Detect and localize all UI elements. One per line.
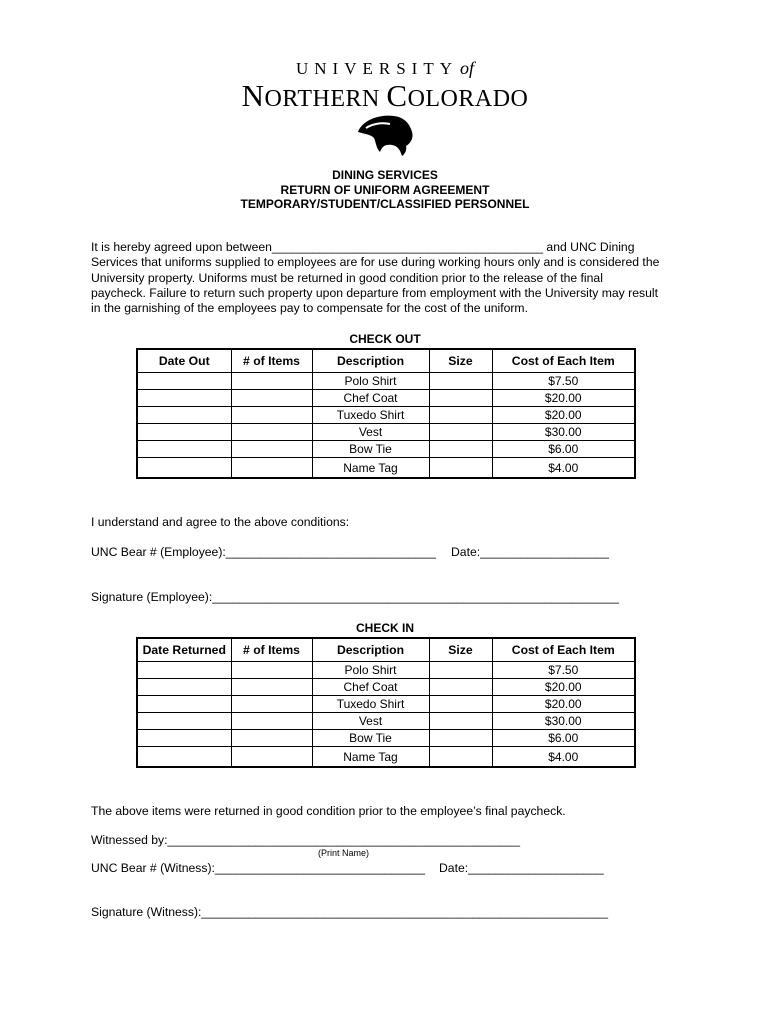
size-cell[interactable] bbox=[429, 679, 492, 696]
agreement-line: Services that uniforms supplied to employees are for use during working hours only and is considered the bbox=[91, 255, 660, 270]
table-row bbox=[137, 407, 635, 424]
witness-bear-number-field[interactable]: UNC Bear # (Witness):_______________________________ bbox=[91, 861, 426, 875]
agreement-line: University property. Uniforms must be returned in good condition prior to the release of the final bbox=[91, 270, 603, 285]
date-out-cell[interactable] bbox=[137, 390, 231, 407]
date-out-cell[interactable] bbox=[137, 458, 231, 479]
date-out-cell[interactable] bbox=[137, 441, 231, 458]
size-cell[interactable] bbox=[429, 407, 492, 424]
returned-statement: The above items were returned in good condition prior to the employee’s final paycheck. bbox=[91, 804, 566, 818]
table-row bbox=[137, 390, 635, 407]
cost-cell: $20.00 bbox=[492, 390, 635, 407]
num-items-cell[interactable] bbox=[231, 424, 312, 441]
header-date-out: Date Out bbox=[137, 349, 231, 373]
num-items-cell[interactable] bbox=[231, 730, 312, 747]
witnessed-by-field[interactable]: Witnessed by:____________________________________________________ bbox=[91, 833, 521, 847]
size-cell[interactable] bbox=[429, 696, 492, 713]
logo-c-cap: C bbox=[386, 78, 408, 113]
date-returned-cell[interactable] bbox=[137, 679, 231, 696]
num-items-cell[interactable] bbox=[231, 713, 312, 730]
title-personnel: TEMPORARY/STUDENT/CLASSIFIED PERSONNEL bbox=[240, 197, 530, 211]
num-items-cell[interactable] bbox=[231, 679, 312, 696]
header-date-returned: Date Returned bbox=[137, 638, 231, 662]
table-row bbox=[137, 713, 635, 730]
description-cell: Bow Tie bbox=[312, 730, 429, 747]
num-items-cell[interactable] bbox=[231, 390, 312, 407]
size-cell[interactable] bbox=[429, 713, 492, 730]
agreement-line: in the garnishing of the employees pay to compensate for the cost of the uniform. bbox=[91, 301, 528, 316]
bear-logo-icon bbox=[352, 112, 416, 158]
date-returned-cell[interactable] bbox=[137, 696, 231, 713]
check-in-title: CHECK IN bbox=[355, 621, 414, 635]
cost-cell: $20.00 bbox=[492, 679, 635, 696]
size-cell[interactable] bbox=[429, 390, 492, 407]
size-cell[interactable] bbox=[429, 747, 492, 768]
description-cell: Vest bbox=[312, 424, 429, 441]
header-num-items: # of Items bbox=[231, 349, 312, 373]
table-row bbox=[137, 730, 635, 747]
table-row bbox=[137, 696, 635, 713]
agreement-line: paycheck. Failure to return such property upon departure from employment with the University may result bbox=[91, 285, 658, 300]
num-items-cell[interactable] bbox=[231, 696, 312, 713]
logo-northern-rest: ORTHERN bbox=[264, 86, 387, 112]
cost-cell: $20.00 bbox=[492, 696, 635, 713]
logo-colorado-rest: OLORADO bbox=[407, 86, 529, 112]
header-description: Description bbox=[312, 349, 429, 373]
logo-n-cap: N bbox=[241, 78, 265, 113]
employee-signature-field[interactable]: Signature (Employee):____________________________________________________________ bbox=[91, 590, 619, 604]
employee-bear-number-field[interactable]: UNC Bear # (Employee):_______________________________ bbox=[91, 545, 436, 559]
table-row bbox=[137, 424, 635, 441]
description-cell: Polo Shirt bbox=[312, 662, 429, 679]
header-cost: Cost of Each Item bbox=[492, 349, 635, 373]
description-cell: Bow Tie bbox=[312, 441, 429, 458]
understand-statement: I understand and agree to the above conditions: bbox=[91, 515, 350, 529]
check-in-header-row bbox=[137, 638, 635, 662]
date-out-cell[interactable] bbox=[137, 373, 231, 390]
table-row bbox=[137, 373, 635, 390]
employee-date-field[interactable]: Date:___________________ bbox=[451, 545, 609, 559]
description-cell: Tuxedo Shirt bbox=[312, 696, 429, 713]
size-cell[interactable] bbox=[429, 373, 492, 390]
cost-cell: $4.00 bbox=[492, 458, 635, 479]
date-out-cell[interactable] bbox=[137, 407, 231, 424]
size-cell[interactable] bbox=[429, 424, 492, 441]
table-row bbox=[137, 679, 635, 696]
cost-cell: $6.00 bbox=[492, 730, 635, 747]
print-name-caption: (Print Name) bbox=[318, 848, 370, 858]
logo-university-text bbox=[0, 58, 770, 79]
check-out-header-row bbox=[137, 349, 635, 373]
title-return-agreement: RETURN OF UNIFORM AGREEMENT bbox=[280, 182, 490, 197]
agreement-line: It is hereby agreed upon between________________________________________ and UNC Dining bbox=[91, 240, 635, 254]
date-returned-cell[interactable] bbox=[137, 713, 231, 730]
num-items-cell[interactable] bbox=[231, 458, 312, 479]
document-titles bbox=[0, 168, 770, 212]
cost-cell: $20.00 bbox=[492, 407, 635, 424]
num-items-cell[interactable] bbox=[231, 407, 312, 424]
logo-northern-colorado-text bbox=[0, 78, 770, 114]
logo-university-word: UNIVERSITY bbox=[295, 59, 458, 78]
cost-cell: $30.00 bbox=[492, 424, 635, 441]
cost-cell: $6.00 bbox=[492, 441, 635, 458]
cost-cell: $4.00 bbox=[492, 747, 635, 768]
size-cell[interactable] bbox=[429, 662, 492, 679]
cost-cell: $7.50 bbox=[492, 373, 635, 390]
size-cell[interactable] bbox=[429, 458, 492, 479]
num-items-cell[interactable] bbox=[231, 747, 312, 768]
description-cell: Name Tag bbox=[312, 747, 429, 768]
size-cell[interactable] bbox=[429, 730, 492, 747]
check-out-title: CHECK OUT bbox=[349, 332, 421, 346]
description-cell: Chef Coat bbox=[312, 390, 429, 407]
header-cost: Cost of Each Item bbox=[492, 638, 635, 662]
cost-cell: $7.50 bbox=[492, 662, 635, 679]
table-row bbox=[137, 747, 635, 768]
table-row bbox=[137, 441, 635, 458]
num-items-cell[interactable] bbox=[231, 441, 312, 458]
agreement-paragraph bbox=[91, 240, 683, 316]
check-in-table bbox=[136, 637, 636, 768]
date-returned-cell[interactable] bbox=[137, 747, 231, 768]
description-cell: Chef Coat bbox=[312, 679, 429, 696]
header-description: Description bbox=[312, 638, 429, 662]
header-size: Size bbox=[429, 349, 492, 373]
check-out-table bbox=[136, 348, 636, 479]
date-returned-cell[interactable] bbox=[137, 662, 231, 679]
table-row bbox=[137, 458, 635, 479]
table-row bbox=[137, 662, 635, 679]
title-dining-services: DINING SERVICES bbox=[332, 168, 438, 182]
description-cell: Polo Shirt bbox=[312, 373, 429, 390]
cost-cell: $30.00 bbox=[492, 713, 635, 730]
description-cell: Tuxedo Shirt bbox=[312, 407, 429, 424]
description-cell: Vest bbox=[312, 713, 429, 730]
num-items-cell[interactable] bbox=[231, 662, 312, 679]
logo-of-word: of bbox=[459, 58, 474, 78]
witness-date-field[interactable]: Date:____________________ bbox=[439, 861, 604, 875]
size-cell[interactable] bbox=[429, 441, 492, 458]
header-size: Size bbox=[429, 638, 492, 662]
date-out-cell[interactable] bbox=[137, 424, 231, 441]
description-cell: Name Tag bbox=[312, 458, 429, 479]
num-items-cell[interactable] bbox=[231, 373, 312, 390]
witness-signature-field[interactable]: Signature (Witness):____________________________________________________________ bbox=[91, 905, 609, 919]
date-returned-cell[interactable] bbox=[137, 730, 231, 747]
header-num-items: # of Items bbox=[231, 638, 312, 662]
